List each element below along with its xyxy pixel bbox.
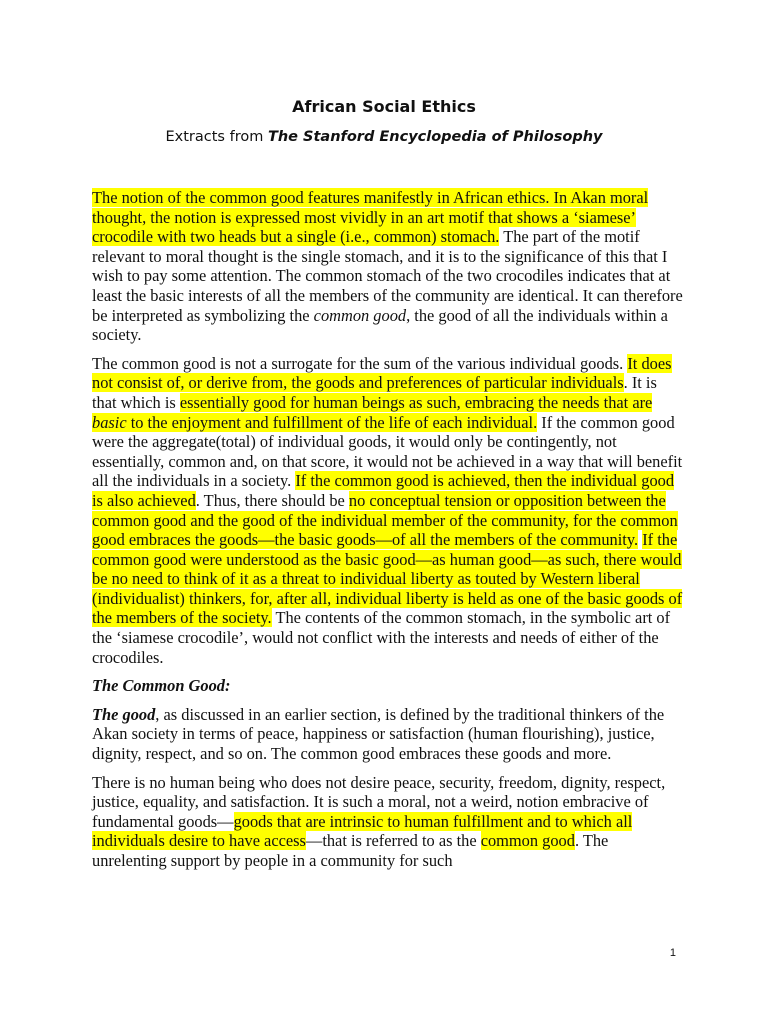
highlight: If the common good is achieved, then the individual good is also achieved	[92, 471, 675, 510]
text-run: If the common good were the aggregate(total) of individual goods, it would only be contingently, not essentially, common and, on that score, it would not be achieved in a way that will benefit all the individuals in a society.	[92, 412, 683, 491]
paragraph-3	[92, 705, 684, 764]
text-run: . Thus, there should be	[195, 490, 349, 510]
highlight: no conceptual tension or opposition between the common good and the good of the individual member of the community, for the common good embraces the goods—the basic goods—of all the members of the community.	[92, 490, 678, 550]
text-run: essentially good for human beings as such, embracing the needs that are	[179, 392, 653, 412]
highlight: The notion of the common good features manifestly in African ethics. In Akan moral thought, the notion is expressed most vividly in an art motif that shows a ‘siamese’ crocodile with two heads but a single (i.e., common) stomach.	[92, 188, 649, 247]
document-title: African Social Ethics	[292, 97, 476, 116]
highlight: goods that are intrinsic to human fulfillment and to which all individuals desire to have access	[92, 811, 633, 851]
paragraph-2	[92, 354, 684, 668]
text-run: The common good is not a surrogate for the sum of the various individual goods.	[92, 353, 628, 373]
text-run: to the enjoyment and fulfillment of the life of each individual.	[126, 412, 538, 432]
document-body	[92, 188, 684, 880]
text-run: There is no human being who does not desire peace, security, freedom, dignity, respect, justice, equality, and satisfaction. It is such a moral, not a weird, notion embracive of fundamental goods—	[92, 772, 666, 831]
text-run: , the good of all the individuals within a society.	[92, 305, 668, 345]
page-number: 1	[669, 947, 676, 959]
highlight: common good	[480, 831, 575, 851]
document-subtitle	[0, 129, 768, 145]
text-run: , as discussed in an earlier section, is defined by the traditional thinkers of the Akan society in terms of peace, happiness or satisfaction (human flourishing), justice, dignity, respect, and so on. The common good embraces these goods and more.	[92, 704, 665, 764]
text-run: . The unrelenting support by people in a community for such	[92, 831, 609, 870]
paragraph-4	[92, 773, 684, 871]
text-run: The part of the motif relevant to moral thought is the single stomach, and it is to the significance of this that I wish to pay some attention. The common stomach of the two crocodiles indicates that at least the basic interests of all the members of the community are identical. It can therefore be interpreted as symbolizing the	[92, 227, 683, 325]
highlight: It does not consist of, or derive from, the goods and preferences of particular individuals	[92, 353, 672, 393]
text-run: . It is that which is	[92, 373, 657, 412]
section-heading: The Common Good:	[92, 676, 231, 696]
bold-italic-term: The good	[92, 704, 156, 724]
italic-term: common good	[313, 305, 407, 325]
italic-term: basic	[92, 412, 127, 432]
text-run: The contents of the common stomach, in the symbolic art of the ‘siamese crocodile’, would not conflict with the interests and needs of either of the crocodiles.	[92, 608, 671, 667]
subtitle-source: The Stanford Encyclopedia of Philosophy	[267, 129, 603, 145]
subtitle-prefix: Extracts from	[165, 129, 268, 145]
highlight: If the common good were understood as the basic good—as human good—as such, there would be no need to think of it as a threat to individual liberty as touted by Western liberal (individualist) thinkers, for, after all, individual liberty is held as one of the basic goods of the members of the society.	[92, 530, 683, 628]
text-run: —that is referred to as the	[305, 831, 481, 851]
paragraph-1	[92, 188, 684, 345]
